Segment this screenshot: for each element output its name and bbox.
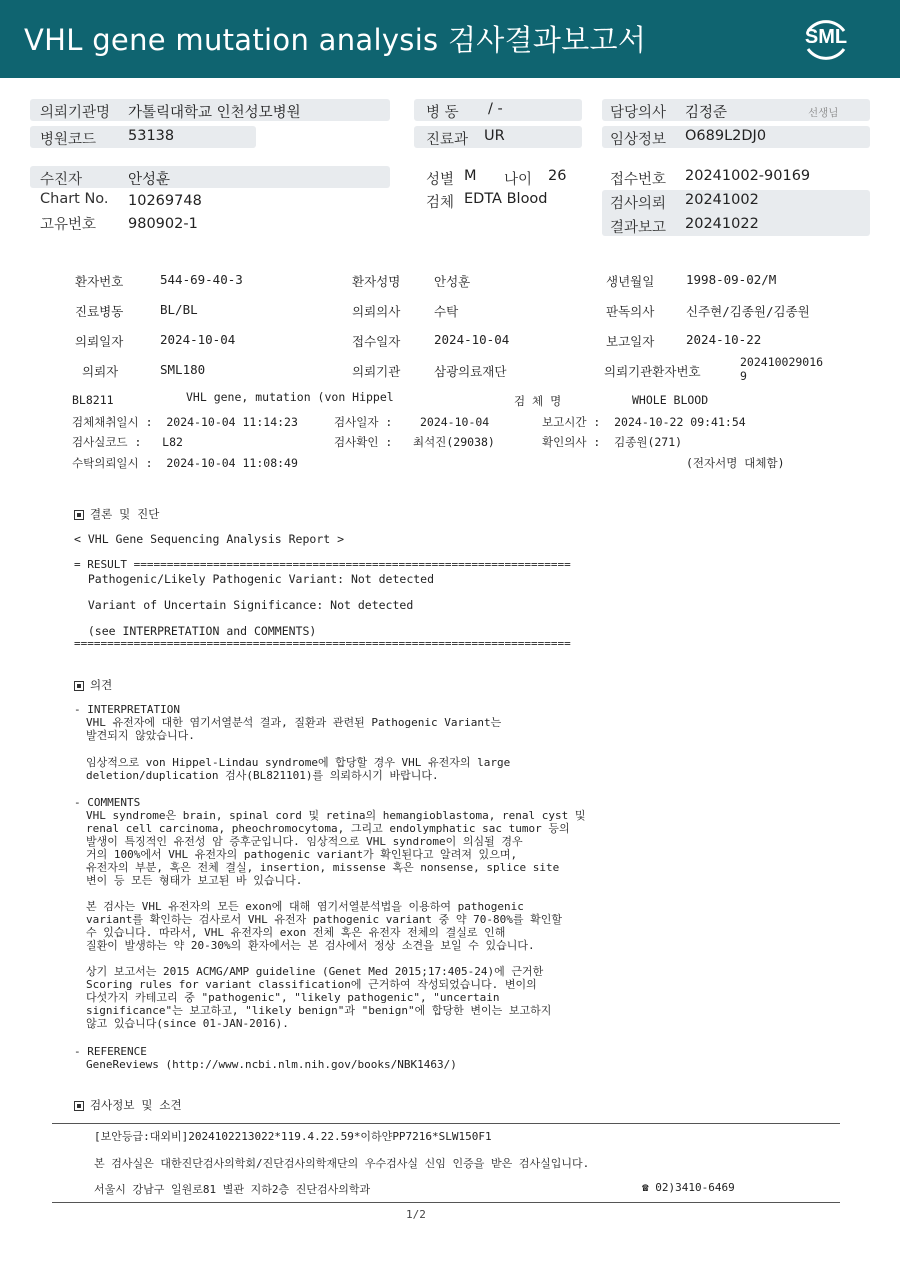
receipt-label: 접수번호 [610, 172, 667, 188]
see-note: (see INTERPRETATION and COMMENTS) [74, 624, 317, 638]
test-name: VHL gene, mutation (von Hippel [186, 390, 394, 404]
report-header [0, 0, 900, 78]
pb-label: 진료병동 [75, 304, 124, 319]
reference-heading: - REFERENCE [74, 1045, 147, 1058]
ward-label: 병 동 [426, 105, 459, 121]
report-title: VHL gene mutation analysis 검사결과보고서 [24, 23, 647, 57]
clinical-label: 임상정보 [610, 132, 667, 148]
doctor-value: 김정준 [685, 105, 728, 121]
dept-label: 진료과 [426, 132, 469, 148]
certification-line: 본 검사실은 대한진단검사의학회/진단검사의학재단의 우수검사실 신임 인증을 받은 검사실입니다. [94, 1157, 590, 1170]
pb-label: 의뢰기관 [352, 364, 401, 379]
pb-value: 삼광의료재단 [434, 364, 507, 379]
lab-address: 서울시 강남구 일원로81 별관 지하2층 진단검사의학과 [94, 1183, 371, 1196]
opinion-heading: 의견 [74, 677, 112, 693]
pb-label: 의뢰의사 [352, 304, 401, 319]
e-signature: (전자서명 대체함) [686, 456, 785, 470]
request-label: 검사의뢰 [610, 196, 667, 212]
interpretation-para-1: VHL 유전자에 대한 염기서열분석 결과, 질환과 관련된 Pathogenic Variant는 발견되지 않았습니다. [86, 716, 502, 742]
comments-heading: - COMMENTS [74, 796, 141, 809]
square-bullet-icon [74, 1101, 84, 1111]
pb-label: 보고일자 [606, 334, 655, 349]
conclusion-heading: 결론 및 진단 [74, 506, 159, 522]
pb-label: 의뢰기관환자번호 [604, 364, 701, 379]
patient-value: 안성훈 [128, 172, 171, 188]
report-time: 보고시간 : 2024-10-22 09:41:54 [542, 415, 746, 429]
analysis-report-title: < VHL Gene Sequencing Analysis Report > [74, 532, 345, 546]
hospcode-label: 병원코드 [40, 132, 97, 148]
square-bullet-icon [74, 510, 84, 520]
pb-value-cont: 9 [740, 369, 747, 383]
pb-label: 생년월일 [606, 274, 655, 289]
result-line: = RESULT ================================================================== [74, 558, 571, 571]
request-value: 20241002 [685, 192, 759, 208]
vus-result: Variant of Uncertain Significance: Not detected [74, 598, 414, 612]
square-bullet-icon [74, 681, 84, 691]
pb-label: 환자번호 [75, 274, 124, 289]
uid-label: 고유번호 [40, 217, 97, 233]
footer-divider-top [52, 1123, 840, 1124]
pb-value: 안성훈 [434, 274, 471, 289]
pb-value: 544-69-40-3 [160, 272, 243, 287]
result-end-line: =========================================================================== [74, 637, 571, 650]
patient-label: 수진자 [40, 172, 83, 188]
specimen-value: EDTA Blood [464, 191, 548, 207]
comments-para-3: 상기 보고서는 2015 ACMG/AMP guideline (Genet Med 2015;17:405-24)에 근거한 Scoring rules for variant classification에 근거하여 작성되었습니다. 변이의 다섯가지 카테고리 중 "pathogenic", "likely pathogenic", "uncertain significance"는 보고하고, "likely benign"과 "benign"에 합당한 변이는 보고하지 않고 있습니다(since 01-JAN-2016). [86, 965, 552, 1030]
hospcode-value: 53138 [128, 128, 175, 144]
sex-value: M [464, 168, 477, 184]
pb-value: 2024-10-22 [686, 332, 762, 347]
pb-value: 202410029016 [740, 355, 824, 369]
doctor-label: 담당의사 [610, 105, 667, 121]
sex-label: 성별 [426, 172, 455, 188]
comments-para-1: VHL syndrome은 brain, spinal cord 및 retina의 hemangioblastoma, renal cyst 및 renal cell carcinoma, pheochromocytoma, 그리고 endolymphatic sac tumor 등의 발생이 특징적인 유전성 암 증후군입니다. 임상적으로 VHL syndrome이 의심될 경우 거의 100%에서 VHL 유전자의 pathogenic variant가 확인된다고 알려져 있으며, 유전자의 부분, 혹은 전체 결실, insertion, missense 혹은 nonsense, splice site 변이 등 모든 형태가 보고된 바 있습니다. [86, 809, 586, 887]
hospital-label: 의뢰기관명 [40, 105, 111, 121]
uid-value: 980902-1 [128, 216, 198, 232]
request-time: 수탁의뢰일시 : 2024-10-04 11:08:49 [72, 456, 298, 470]
report-date-label: 결과보고 [610, 220, 667, 236]
pb-label: 의뢰일자 [75, 334, 124, 349]
test-code: BL8211 [72, 393, 114, 407]
security-line: [보안등급:대외비]2024102213022*119.4.22.59*이하얀PP7216*SLW150F1 [94, 1130, 492, 1143]
report-date-value: 20241022 [685, 216, 759, 232]
age-value: 26 [548, 168, 567, 184]
doctor-suffix: 선생님 [808, 107, 839, 119]
lab-phone: ☎ 02)3410-6469 [642, 1181, 735, 1194]
confirm-doctor: 확인의사 : 김종원(271) [542, 435, 683, 449]
pb-value: 1998-09-02/M [686, 272, 777, 287]
pb-value: BL/BL [160, 302, 198, 317]
hospital-value: 가톨릭대학교 인천성모병원 [128, 105, 301, 121]
interpretation-para-2: 임상적으로 von Hippel-Lindau syndrome에 합당할 경우 VHL 유전자의 large deletion/duplication 검사(BL821101)를 의뢰하시기 바랍니다. [86, 756, 511, 782]
pb-value: SML180 [160, 362, 206, 377]
pb-value: 2024-10-04 [160, 332, 236, 347]
specimen-name-label: 검 체 명 [514, 394, 562, 408]
pb-label: 의뢰자 [82, 364, 119, 379]
pb-label: 판독의사 [606, 304, 655, 319]
pb-value: 2024-10-04 [434, 332, 510, 347]
interpretation-heading: - INTERPRETATION [74, 703, 180, 716]
pb-label: 환자성명 [352, 274, 401, 289]
clinical-value: O689L2DJ0 [685, 128, 767, 144]
chart-value: 10269748 [128, 193, 202, 209]
specimen-name-value: WHOLE BLOOD [632, 393, 709, 407]
test-date: 검사일자 : 2024-10-04 [334, 415, 490, 429]
logo-text: SML [804, 26, 848, 48]
test-confirm: 검사확인 : 최석진(29038) [334, 435, 495, 449]
receipt-value: 20241002-90169 [685, 168, 811, 184]
chart-label: Chart No. [40, 191, 109, 207]
comments-para-2: 본 검사는 VHL 유전자의 모든 exon에 대해 염기서열분석법을 이용하여 pathogenic variant를 확인하는 검사로서 VHL 유전자 pathogenic variant 중 약 70-80%를 확인할 수 있습니다. 따라서, VHL 유전자의 exon 전체 혹은 유전자 전체의 결실로 인해 질환이 발생하는 약 20-30%의 환자에서는 본 검사에서 정상 소견을 보일 수 있습니다. [86, 900, 563, 952]
collect-time: 검체채취일시 : 2024-10-04 11:14:23 [72, 415, 298, 429]
pb-label: 접수일자 [352, 334, 401, 349]
pathogenic-result: Pathogenic/Likely Pathogenic Variant: Not detected [74, 572, 435, 586]
pb-value: 신주현/김종원/김종원 [686, 304, 810, 319]
test-info-heading: 검사정보 및 소견 [74, 1097, 182, 1113]
footer-divider-bottom [52, 1202, 840, 1203]
page-number: 1/2 [406, 1208, 426, 1221]
specimen-label: 검체 [426, 195, 455, 211]
reference-link[interactable]: GeneReviews (http://www.ncbi.nlm.nih.gov/books/NBK1463/) [86, 1058, 457, 1071]
pb-value: 수탁 [434, 304, 459, 319]
ward-value: / - [488, 101, 503, 117]
age-label: 나이 [504, 172, 533, 188]
lab-code: 검사실코드 : L82 [72, 435, 183, 449]
dept-value: UR [484, 128, 505, 144]
